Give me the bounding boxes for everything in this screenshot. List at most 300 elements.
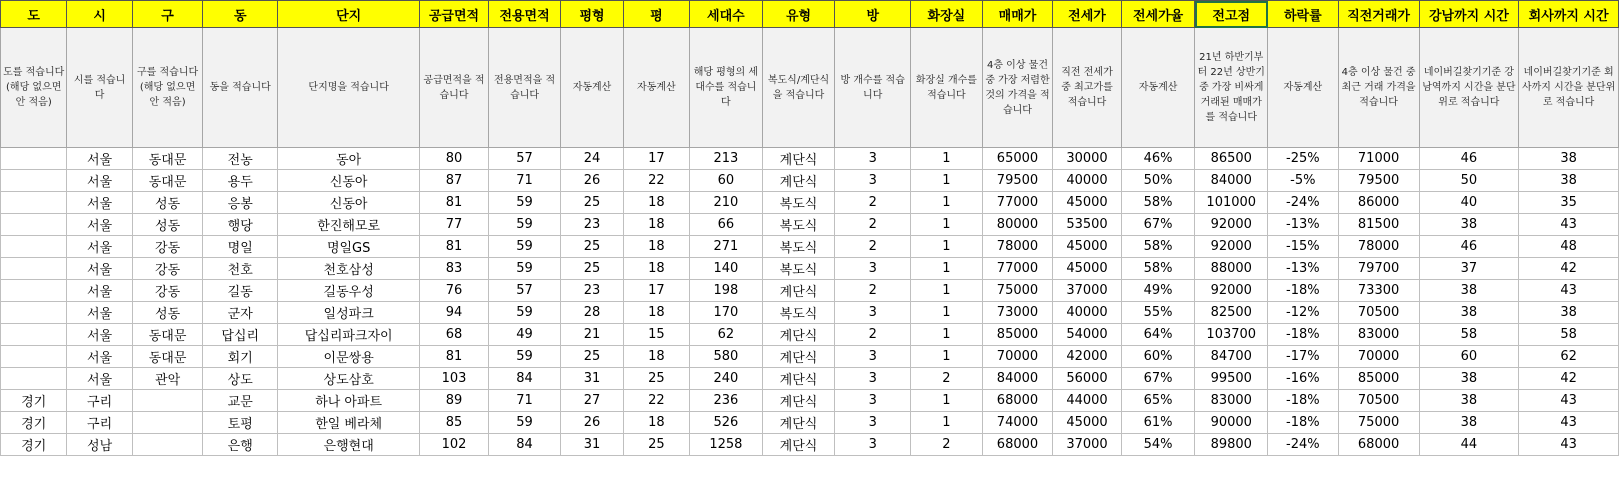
table-cell[interactable]: 23 — [561, 280, 623, 302]
header-cell-rooms[interactable]: 방 — [835, 1, 911, 28]
table-cell[interactable]: 복도식 — [762, 192, 835, 214]
description-cell[interactable]: 자동계산 — [1121, 28, 1195, 148]
table-cell[interactable]: 56000 — [1053, 368, 1121, 390]
table-cell[interactable]: 79700 — [1338, 258, 1419, 280]
table-cell[interactable]: 87 — [420, 170, 488, 192]
table-cell[interactable]: -5% — [1268, 170, 1339, 192]
table-cell[interactable]: 길동우성 — [278, 280, 420, 302]
table-cell[interactable]: 70000 — [1338, 346, 1419, 368]
table-cell[interactable]: 37000 — [1053, 434, 1121, 456]
table-cell[interactable] — [1, 346, 67, 368]
table-cell[interactable]: 68000 — [982, 434, 1053, 456]
table-cell[interactable]: 50 — [1419, 170, 1519, 192]
table-cell[interactable]: 2 — [835, 192, 911, 214]
table-cell[interactable]: 58 — [1519, 324, 1619, 346]
table-cell[interactable]: 42 — [1519, 368, 1619, 390]
table-cell[interactable]: 계단식 — [762, 346, 835, 368]
table-cell[interactable]: 140 — [690, 258, 763, 280]
description-cell[interactable]: 방 개수를 적습니다 — [835, 28, 911, 148]
table-cell[interactable]: 580 — [690, 346, 763, 368]
table-cell[interactable]: 답십리 — [203, 324, 278, 346]
table-cell[interactable]: 응봉 — [203, 192, 278, 214]
table-cell[interactable]: 상도 — [203, 368, 278, 390]
table-cell[interactable] — [132, 412, 203, 434]
table-cell[interactable]: 85000 — [982, 324, 1053, 346]
table-cell[interactable]: 상도삼호 — [278, 368, 420, 390]
table-cell[interactable]: 18 — [623, 412, 689, 434]
table-cell[interactable]: 38 — [1419, 390, 1519, 412]
header-cell-exclusive-area[interactable]: 전용면적 — [488, 1, 561, 28]
header-cell-jeonse-price[interactable]: 전세가 — [1053, 1, 1121, 28]
table-cell[interactable]: 1258 — [690, 434, 763, 456]
table-cell[interactable]: 25 — [561, 236, 623, 258]
table-cell[interactable]: 18 — [623, 236, 689, 258]
table-cell[interactable]: 92000 — [1195, 280, 1268, 302]
table-cell[interactable]: 서울 — [67, 170, 132, 192]
table-cell[interactable]: 22 — [623, 390, 689, 412]
header-cell-complex[interactable]: 단지 — [278, 1, 420, 28]
table-cell[interactable]: 68000 — [982, 390, 1053, 412]
table-cell[interactable]: 1 — [911, 302, 983, 324]
table-cell[interactable]: 73300 — [1338, 280, 1419, 302]
table-cell[interactable]: 경기 — [1, 412, 67, 434]
table-cell[interactable]: 2 — [835, 324, 911, 346]
table-cell[interactable]: 79500 — [982, 170, 1053, 192]
table-cell[interactable]: 2 — [835, 236, 911, 258]
table-cell[interactable]: 28 — [561, 302, 623, 324]
table-cell[interactable]: -12% — [1268, 302, 1339, 324]
table-cell[interactable]: 85 — [420, 412, 488, 434]
table-cell[interactable]: 서울 — [67, 148, 132, 170]
table-cell[interactable]: 45000 — [1053, 192, 1121, 214]
table-cell[interactable]: 57 — [488, 148, 561, 170]
table-cell[interactable]: 3 — [835, 434, 911, 456]
table-cell[interactable]: 58% — [1121, 258, 1195, 280]
description-cell[interactable]: 구를 적습니다(해당 없으면 안 적음) — [132, 28, 203, 148]
table-cell[interactable]: 2 — [911, 434, 983, 456]
table-cell[interactable]: 계단식 — [762, 280, 835, 302]
table-cell[interactable] — [132, 434, 203, 456]
description-cell[interactable]: 복도식/계단식을 적습니다 — [762, 28, 835, 148]
table-cell[interactable]: 84000 — [1195, 170, 1268, 192]
table-cell[interactable]: 계단식 — [762, 368, 835, 390]
table-cell[interactable]: 89800 — [1195, 434, 1268, 456]
table-cell[interactable]: 45000 — [1053, 258, 1121, 280]
table-cell[interactable]: 3 — [835, 368, 911, 390]
table-cell[interactable]: 서울 — [67, 368, 132, 390]
table-cell[interactable]: 성동 — [132, 192, 203, 214]
table-cell[interactable]: 43 — [1519, 434, 1619, 456]
table-cell[interactable] — [1, 368, 67, 390]
table-cell[interactable]: 62 — [1519, 346, 1619, 368]
table-cell[interactable]: 70500 — [1338, 302, 1419, 324]
table-cell[interactable]: 계단식 — [762, 148, 835, 170]
table-cell[interactable]: 213 — [690, 148, 763, 170]
table-cell[interactable] — [1, 192, 67, 214]
table-cell[interactable]: 88000 — [1195, 258, 1268, 280]
table-cell[interactable]: 170 — [690, 302, 763, 324]
table-cell[interactable]: 60 — [690, 170, 763, 192]
table-cell[interactable]: 59 — [488, 192, 561, 214]
table-cell[interactable]: 명일 — [203, 236, 278, 258]
table-cell[interactable]: -18% — [1268, 412, 1339, 434]
header-cell-si[interactable]: 시 — [67, 1, 132, 28]
table-cell[interactable]: 40 — [1419, 192, 1519, 214]
description-cell[interactable]: 시를 적습니다 — [67, 28, 132, 148]
table-cell[interactable]: 67% — [1121, 368, 1195, 390]
table-cell[interactable]: 서울 — [67, 280, 132, 302]
table-cell[interactable]: 58 — [1419, 324, 1519, 346]
table-cell[interactable]: 80000 — [982, 214, 1053, 236]
table-cell[interactable]: 경기 — [1, 434, 67, 456]
table-cell[interactable]: 70000 — [982, 346, 1053, 368]
table-cell[interactable]: 64% — [1121, 324, 1195, 346]
table-cell[interactable]: 103700 — [1195, 324, 1268, 346]
table-cell[interactable]: 84 — [488, 434, 561, 456]
table-cell[interactable]: 43 — [1519, 280, 1619, 302]
table-cell[interactable]: 71 — [488, 390, 561, 412]
table-cell[interactable]: 전농 — [203, 148, 278, 170]
table-cell[interactable]: 25 — [561, 346, 623, 368]
table-cell[interactable]: 77000 — [982, 192, 1053, 214]
table-cell[interactable]: 한일 베라체 — [278, 412, 420, 434]
description-cell[interactable]: 자동계산 — [561, 28, 623, 148]
table-cell[interactable]: 관악 — [132, 368, 203, 390]
table-cell[interactable]: 18 — [623, 346, 689, 368]
table-cell[interactable]: 43 — [1519, 412, 1619, 434]
table-cell[interactable]: 답십리파크자이 — [278, 324, 420, 346]
table-cell[interactable] — [1, 170, 67, 192]
header-cell-sale-price[interactable]: 매매가 — [982, 1, 1053, 28]
header-cell-bathrooms[interactable]: 화장실 — [911, 1, 983, 28]
table-cell[interactable]: 일성파크 — [278, 302, 420, 324]
table-cell[interactable]: -15% — [1268, 236, 1339, 258]
table-cell[interactable]: 74000 — [982, 412, 1053, 434]
table-cell[interactable] — [1, 148, 67, 170]
table-cell[interactable]: 계단식 — [762, 390, 835, 412]
description-cell[interactable]: 4층 이상 물건 중 최근 거래 가격을 적습니다 — [1338, 28, 1419, 148]
table-cell[interactable]: 84000 — [982, 368, 1053, 390]
table-cell[interactable]: 59 — [488, 236, 561, 258]
description-cell[interactable]: 공급면적을 적습니다 — [420, 28, 488, 148]
table-cell[interactable]: 50% — [1121, 170, 1195, 192]
table-cell[interactable]: 80 — [420, 148, 488, 170]
table-cell[interactable]: 동대문 — [132, 346, 203, 368]
table-cell[interactable]: 은행현대 — [278, 434, 420, 456]
table-cell[interactable]: 61% — [1121, 412, 1195, 434]
table-cell[interactable]: 78000 — [1338, 236, 1419, 258]
table-cell[interactable]: 82500 — [1195, 302, 1268, 324]
table-cell[interactable]: 계단식 — [762, 434, 835, 456]
table-cell[interactable]: 198 — [690, 280, 763, 302]
table-cell[interactable]: 복도식 — [762, 236, 835, 258]
table-cell[interactable]: 59 — [488, 302, 561, 324]
table-cell[interactable]: 성동 — [132, 214, 203, 236]
table-cell[interactable]: 271 — [690, 236, 763, 258]
table-cell[interactable]: 2 — [835, 214, 911, 236]
table-cell[interactable]: 성남 — [67, 434, 132, 456]
table-cell[interactable]: 서울 — [67, 192, 132, 214]
description-cell[interactable]: 자동계산 — [623, 28, 689, 148]
table-cell[interactable]: 31 — [561, 368, 623, 390]
table-cell[interactable]: 38 — [1419, 214, 1519, 236]
table-cell[interactable]: 용두 — [203, 170, 278, 192]
table-cell[interactable]: 40000 — [1053, 170, 1121, 192]
table-cell[interactable]: 3 — [835, 170, 911, 192]
description-cell[interactable]: 단지명을 적습니다 — [278, 28, 420, 148]
table-cell[interactable]: 천호 — [203, 258, 278, 280]
table-cell[interactable]: 103 — [420, 368, 488, 390]
table-cell[interactable]: 동대문 — [132, 148, 203, 170]
table-cell[interactable]: 46 — [1419, 148, 1519, 170]
table-cell[interactable]: 35 — [1519, 192, 1619, 214]
table-cell[interactable]: -18% — [1268, 324, 1339, 346]
table-cell[interactable]: 54% — [1121, 434, 1195, 456]
table-cell[interactable]: 구리 — [67, 390, 132, 412]
table-cell[interactable]: 86000 — [1338, 192, 1419, 214]
table-cell[interactable]: 65% — [1121, 390, 1195, 412]
table-cell[interactable]: 18 — [623, 302, 689, 324]
description-cell[interactable]: 21년 하반기부터 22년 상반기 중 가장 비싸게 거래된 매매가를 적습니다 — [1195, 28, 1268, 148]
table-cell[interactable]: 60% — [1121, 346, 1195, 368]
table-cell[interactable]: 24 — [561, 148, 623, 170]
table-cell[interactable]: 78000 — [982, 236, 1053, 258]
table-cell[interactable]: 83000 — [1195, 390, 1268, 412]
table-cell[interactable]: 55% — [1121, 302, 1195, 324]
table-cell[interactable]: 102 — [420, 434, 488, 456]
table-cell[interactable]: 58% — [1121, 192, 1195, 214]
table-cell[interactable] — [1, 236, 67, 258]
table-cell[interactable]: 26 — [561, 170, 623, 192]
table-cell[interactable]: 서울 — [67, 258, 132, 280]
table-cell[interactable]: 서울 — [67, 324, 132, 346]
table-cell[interactable]: 강동 — [132, 236, 203, 258]
table-cell[interactable]: 신동아 — [278, 192, 420, 214]
table-cell[interactable]: 49 — [488, 324, 561, 346]
table-cell[interactable]: 44000 — [1053, 390, 1121, 412]
header-cell-time-to-office[interactable]: 회사까지 시간 — [1519, 1, 1619, 28]
description-cell[interactable]: 화장실 개수를 적습니다 — [911, 28, 983, 148]
table-cell[interactable]: 1 — [911, 324, 983, 346]
table-cell[interactable]: 강동 — [132, 258, 203, 280]
table-cell[interactable]: 77 — [420, 214, 488, 236]
table-cell[interactable]: 31 — [561, 434, 623, 456]
table-cell[interactable]: 2 — [835, 280, 911, 302]
table-cell[interactable]: 58% — [1121, 236, 1195, 258]
table-cell[interactable]: 38 — [1419, 280, 1519, 302]
table-cell[interactable]: 군자 — [203, 302, 278, 324]
table-cell[interactable]: 66 — [690, 214, 763, 236]
table-cell[interactable]: 37000 — [1053, 280, 1121, 302]
table-cell[interactable]: 3 — [835, 302, 911, 324]
table-cell[interactable]: 복도식 — [762, 302, 835, 324]
table-cell[interactable]: 59 — [488, 214, 561, 236]
description-cell[interactable]: 해당 평형의 세대수를 적습니다 — [690, 28, 763, 148]
table-cell[interactable]: 57 — [488, 280, 561, 302]
table-cell[interactable]: 21 — [561, 324, 623, 346]
table-cell[interactable]: 서울 — [67, 236, 132, 258]
table-cell[interactable]: 2 — [911, 368, 983, 390]
header-cell-do[interactable]: 도 — [1, 1, 67, 28]
table-cell[interactable]: 3 — [835, 412, 911, 434]
table-cell[interactable]: 68 — [420, 324, 488, 346]
table-cell[interactable]: 38 — [1519, 170, 1619, 192]
table-cell[interactable]: 59 — [488, 258, 561, 280]
header-cell-last-trade-price[interactable]: 직전거래가 — [1338, 1, 1419, 28]
table-cell[interactable] — [1, 258, 67, 280]
table-cell[interactable]: 83 — [420, 258, 488, 280]
description-cell[interactable]: 동을 적습니다 — [203, 28, 278, 148]
table-cell[interactable]: 계단식 — [762, 412, 835, 434]
header-cell-gu[interactable]: 구 — [132, 1, 203, 28]
table-cell[interactable]: 48 — [1519, 236, 1619, 258]
table-cell[interactable]: 25 — [623, 434, 689, 456]
table-cell[interactable]: 복도식 — [762, 214, 835, 236]
table-cell[interactable]: 계단식 — [762, 324, 835, 346]
table-cell[interactable]: 210 — [690, 192, 763, 214]
table-cell[interactable]: 3 — [835, 258, 911, 280]
table-cell[interactable]: -18% — [1268, 280, 1339, 302]
header-cell-jeonse-ratio[interactable]: 전세가율 — [1121, 1, 1195, 28]
table-cell[interactable] — [132, 390, 203, 412]
table-cell[interactable]: 49% — [1121, 280, 1195, 302]
table-cell[interactable]: 서울 — [67, 302, 132, 324]
table-cell[interactable]: 은행 — [203, 434, 278, 456]
table-cell[interactable]: 25 — [561, 192, 623, 214]
table-cell[interactable]: 526 — [690, 412, 763, 434]
table-cell[interactable]: 38 — [1519, 302, 1619, 324]
table-cell[interactable]: 46 — [1419, 236, 1519, 258]
table-cell[interactable]: 86500 — [1195, 148, 1268, 170]
description-cell[interactable]: 자동계산 — [1268, 28, 1339, 148]
table-cell[interactable]: 토평 — [203, 412, 278, 434]
table-cell[interactable]: 명일GS — [278, 236, 420, 258]
table-cell[interactable]: 68000 — [1338, 434, 1419, 456]
table-cell[interactable]: 26 — [561, 412, 623, 434]
table-cell[interactable]: 83000 — [1338, 324, 1419, 346]
table-cell[interactable]: 84 — [488, 368, 561, 390]
table-cell[interactable]: 17 — [623, 280, 689, 302]
table-cell[interactable]: -25% — [1268, 148, 1339, 170]
description-cell[interactable]: 직전 전세가 중 최고가를 적습니다 — [1053, 28, 1121, 148]
table-cell[interactable]: 25 — [623, 368, 689, 390]
description-cell[interactable]: 네이버길찾기기준 강남역까지 시간을 분단위로 적습니다 — [1419, 28, 1519, 148]
table-cell[interactable]: 길동 — [203, 280, 278, 302]
table-cell[interactable]: 71 — [488, 170, 561, 192]
table-cell[interactable]: -24% — [1268, 192, 1339, 214]
description-cell[interactable]: 전용면적을 적습니다 — [488, 28, 561, 148]
table-cell[interactable]: 1 — [911, 258, 983, 280]
table-cell[interactable]: 43 — [1519, 390, 1619, 412]
table-cell[interactable]: 240 — [690, 368, 763, 390]
description-cell[interactable]: 도를 적습니다(해당 없으면 안 적음) — [1, 28, 67, 148]
table-cell[interactable]: 53500 — [1053, 214, 1121, 236]
table-cell[interactable]: 38 — [1419, 412, 1519, 434]
table-cell[interactable]: 동대문 — [132, 170, 203, 192]
table-cell[interactable]: 1 — [911, 170, 983, 192]
table-cell[interactable]: 73000 — [982, 302, 1053, 324]
table-cell[interactable]: 38 — [1519, 148, 1619, 170]
header-cell-time-to-gangnam[interactable]: 강남까지 시간 — [1419, 1, 1519, 28]
table-cell[interactable]: 18 — [623, 214, 689, 236]
table-cell[interactable]: 76 — [420, 280, 488, 302]
table-cell[interactable]: 75000 — [982, 280, 1053, 302]
table-cell[interactable]: 81 — [420, 346, 488, 368]
table-cell[interactable]: 복도식 — [762, 258, 835, 280]
header-cell-dong[interactable]: 동 — [203, 1, 278, 28]
table-cell[interactable]: 42 — [1519, 258, 1619, 280]
table-cell[interactable]: 성동 — [132, 302, 203, 324]
table-cell[interactable]: 99500 — [1195, 368, 1268, 390]
table-cell[interactable]: 17 — [623, 148, 689, 170]
table-cell[interactable]: 23 — [561, 214, 623, 236]
table-cell[interactable]: 45000 — [1053, 236, 1121, 258]
table-cell[interactable]: 1 — [911, 148, 983, 170]
table-cell[interactable]: 75000 — [1338, 412, 1419, 434]
table-cell[interactable]: 236 — [690, 390, 763, 412]
table-cell[interactable]: 3 — [835, 148, 911, 170]
table-cell[interactable]: 25 — [561, 258, 623, 280]
table-cell[interactable]: -13% — [1268, 258, 1339, 280]
table-cell[interactable]: 77000 — [982, 258, 1053, 280]
table-cell[interactable]: 교문 — [203, 390, 278, 412]
table-cell[interactable]: 1 — [911, 390, 983, 412]
table-cell[interactable]: 강동 — [132, 280, 203, 302]
table-cell[interactable]: 38 — [1419, 302, 1519, 324]
table-cell[interactable]: 1 — [911, 192, 983, 214]
table-cell[interactable]: 92000 — [1195, 214, 1268, 236]
description-cell[interactable]: 네이버길찾기기준 회사까지 시간을 분단위로 적습니다 — [1519, 28, 1619, 148]
table-cell[interactable]: 70500 — [1338, 390, 1419, 412]
table-cell[interactable]: 15 — [623, 324, 689, 346]
table-cell[interactable]: 서울 — [67, 346, 132, 368]
table-cell[interactable]: -17% — [1268, 346, 1339, 368]
table-cell[interactable]: 동아 — [278, 148, 420, 170]
table-cell[interactable]: 행당 — [203, 214, 278, 236]
table-cell[interactable]: 18 — [623, 258, 689, 280]
table-cell[interactable]: 1 — [911, 412, 983, 434]
table-cell[interactable]: 71000 — [1338, 148, 1419, 170]
table-cell[interactable]: 59 — [488, 412, 561, 434]
table-cell[interactable]: 18 — [623, 192, 689, 214]
table-cell[interactable]: 62 — [690, 324, 763, 346]
table-cell[interactable]: 3 — [835, 390, 911, 412]
table-cell[interactable]: 37 — [1419, 258, 1519, 280]
header-cell-type[interactable]: 유형 — [762, 1, 835, 28]
description-cell[interactable]: 4층 이상 물건 중 가장 저렴한 것의 가격을 적습니다 — [982, 28, 1053, 148]
table-cell[interactable]: 경기 — [1, 390, 67, 412]
table-cell[interactable]: 81 — [420, 236, 488, 258]
table-cell[interactable]: -13% — [1268, 214, 1339, 236]
table-cell[interactable]: 계단식 — [762, 170, 835, 192]
table-cell[interactable]: 하나 아파트 — [278, 390, 420, 412]
table-cell[interactable]: 59 — [488, 346, 561, 368]
table-cell[interactable]: 92000 — [1195, 236, 1268, 258]
table-cell[interactable]: 30000 — [1053, 148, 1121, 170]
table-cell[interactable]: 46% — [1121, 148, 1195, 170]
header-cell-pyeong-type[interactable]: 평형 — [561, 1, 623, 28]
table-cell[interactable]: 천호삼성 — [278, 258, 420, 280]
table-cell[interactable]: 79500 — [1338, 170, 1419, 192]
table-cell[interactable]: 84700 — [1195, 346, 1268, 368]
header-cell-supply-area[interactable]: 공급면적 — [420, 1, 488, 28]
table-cell[interactable]: -24% — [1268, 434, 1339, 456]
table-cell[interactable] — [1, 324, 67, 346]
table-cell[interactable]: 45000 — [1053, 412, 1121, 434]
table-cell[interactable]: 1 — [911, 214, 983, 236]
table-cell[interactable]: 3 — [835, 346, 911, 368]
table-cell[interactable]: 한진해모로 — [278, 214, 420, 236]
